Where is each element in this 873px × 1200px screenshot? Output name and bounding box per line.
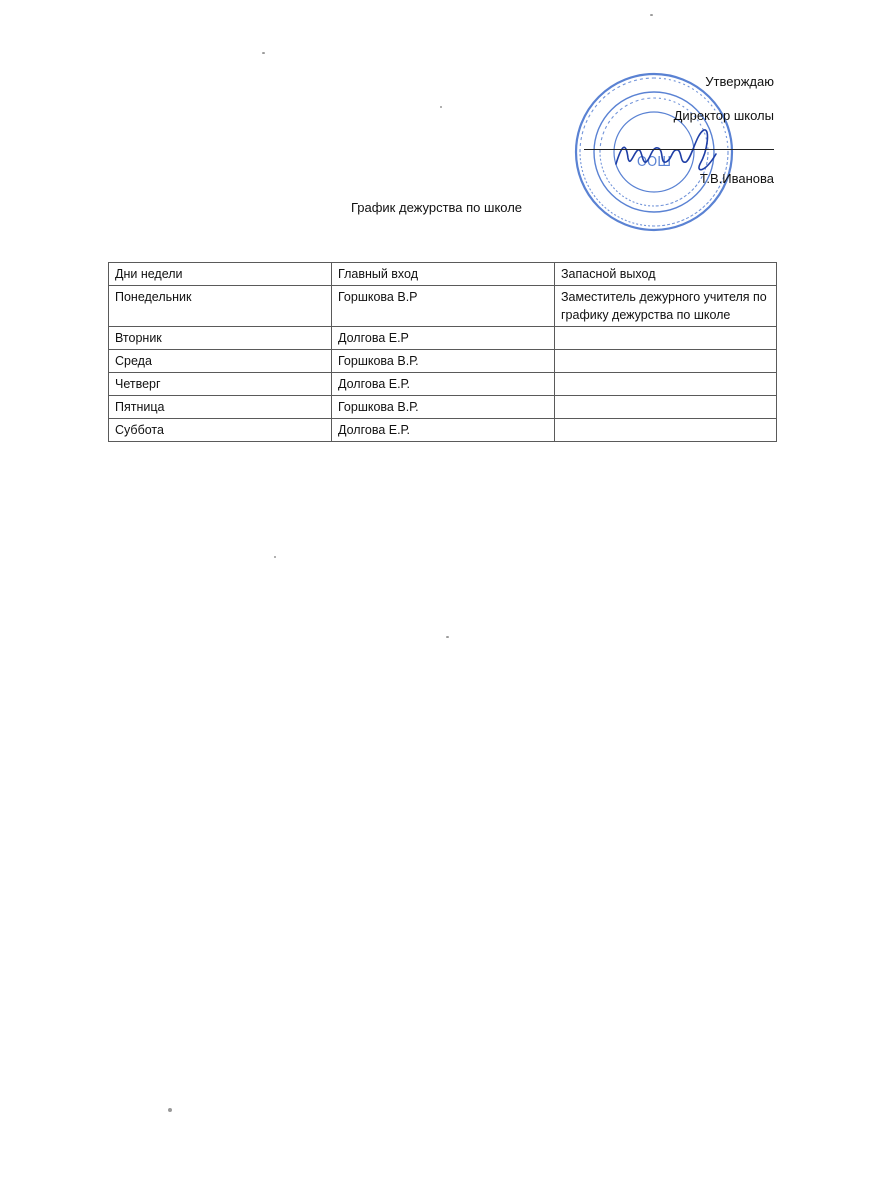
table-row [109, 419, 777, 442]
emergency-exit-cell [555, 419, 777, 442]
day-cell: Понедельник [109, 286, 332, 327]
main-entrance-cell: Горшкова В.Р. [332, 350, 555, 373]
day-cell: Среда [109, 350, 332, 373]
emergency-exit-cell [555, 396, 777, 419]
scan-speck [262, 52, 265, 54]
day-cell: Суббота [109, 419, 332, 442]
approval-label: Утверждаю [705, 74, 774, 89]
stamp-center-text: ООШ [636, 155, 672, 170]
header-days: Дни недели [109, 263, 332, 286]
table-row [109, 373, 777, 396]
table-row [109, 396, 777, 419]
signature-line [584, 149, 774, 150]
scan-speck [440, 106, 442, 108]
header-emergency-exit: Запасной выход [555, 263, 777, 286]
emergency-exit-cell [555, 350, 777, 373]
director-name: Т.В.Иванова [699, 171, 774, 186]
main-entrance-cell: Долгова Е.Р. [332, 419, 555, 442]
day-cell: Четверг [109, 373, 332, 396]
main-entrance-cell: Горшкова В.Р. [332, 396, 555, 419]
main-entrance-cell: Горшкова В.Р [332, 286, 555, 327]
day-cell: Пятница [109, 396, 332, 419]
table-row [109, 350, 777, 373]
director-title: Директор школы [673, 108, 774, 123]
scan-speck [446, 636, 449, 638]
emergency-exit-cell [555, 327, 777, 350]
document-title: График дежурства по школе [350, 200, 523, 215]
scan-speck [274, 556, 276, 558]
emergency-exit-cell: Заместитель дежурного учителя по графику дежурства по школе [555, 286, 777, 327]
main-entrance-cell: Долгова Е.Р [332, 327, 555, 350]
header-main-entrance: Главный вход [332, 263, 555, 286]
main-entrance-cell: Долгова Е.Р. [332, 373, 555, 396]
emergency-exit-cell [555, 373, 777, 396]
table-row [109, 286, 777, 327]
duty-schedule-table [108, 262, 777, 442]
scan-speck [168, 1108, 172, 1112]
table-row [109, 327, 777, 350]
table-header-row [109, 263, 777, 286]
day-cell: Вторник [109, 327, 332, 350]
scan-speck [650, 14, 653, 16]
